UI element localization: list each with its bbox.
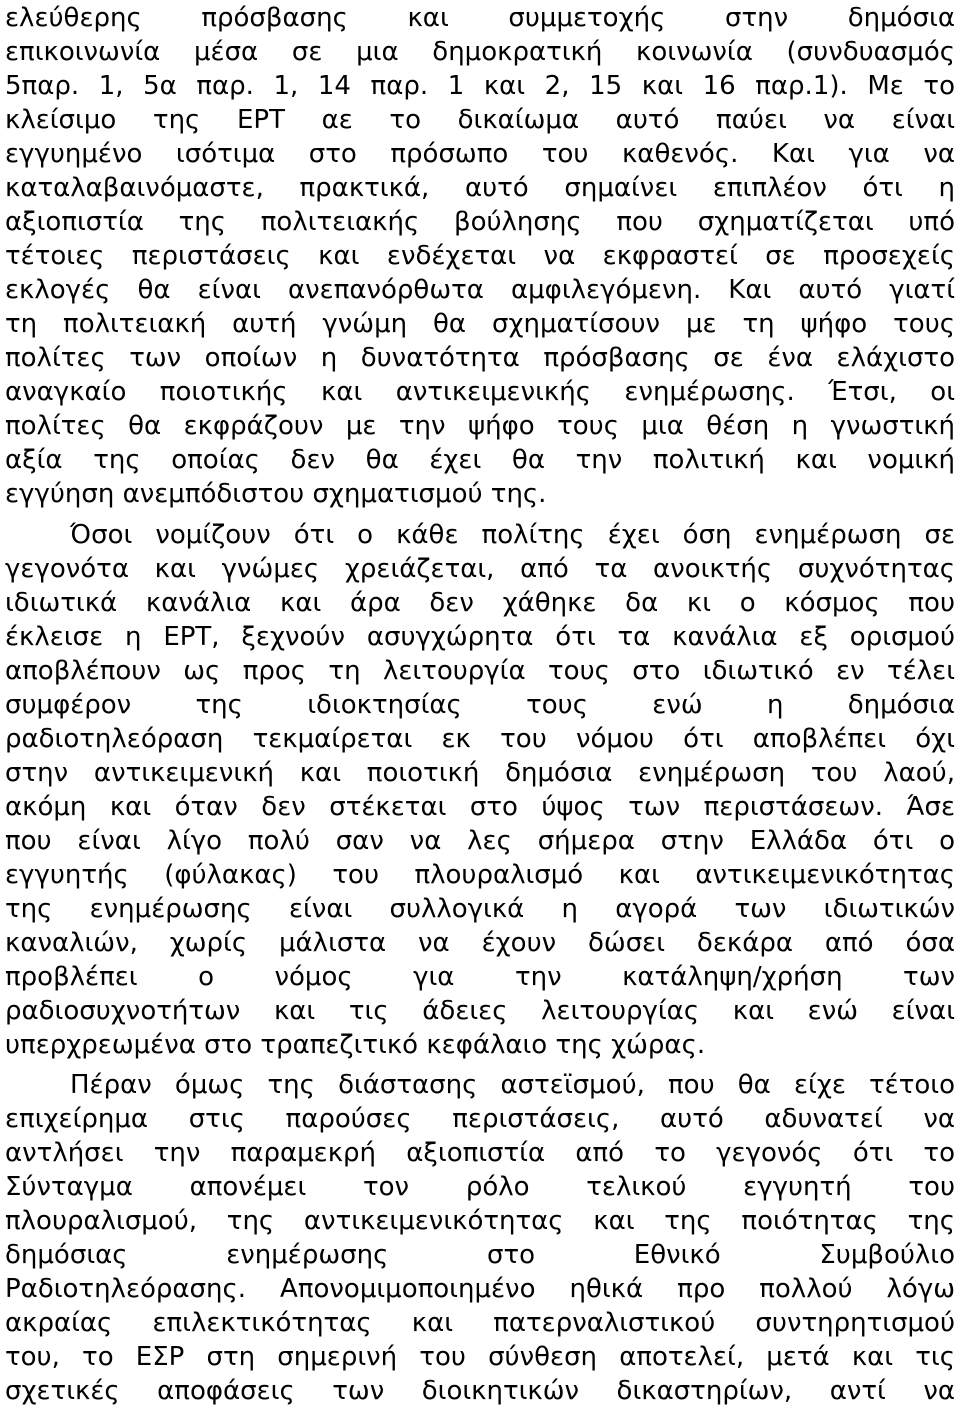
text-line: αναγκαίο ποιοτικής και αντικειμενικής ενημέρωσης. Έτσι, οι — [5, 377, 955, 407]
text-line: εγγυημένο ισότιμα στο πρόσωπο του καθενός. Και για να — [5, 139, 955, 169]
text-line: του, το ΕΣΡ στη σημερινή του σύνθεση αποτελεί, μετά και τις — [5, 1342, 955, 1372]
text-line: αντλήσει την παραμεκρή αξιοπιστία από το γεγονός ότι το — [5, 1138, 955, 1168]
text-line: της ενημέρωσης είναι συλλογικά η αγορά των ιδιωτικών — [5, 894, 955, 924]
text-line: στην αντικειμενική και ποιοτική δημόσια ενημέρωση του λαού, — [5, 758, 955, 788]
text-line: ελεύθερης πρόσβασης και συμμετοχής στην δημόσια — [5, 3, 955, 33]
text-line: εγγύηση ανεμπόδιστου σχηματισμού της. — [5, 479, 547, 509]
text-line: δημόσιας ενημέρωσης στο Εθνικό Συμβούλιο — [5, 1240, 955, 1270]
text-line: γεγονότα και γνώμες χρειάζεται, από τα ανοικτής συχνότητας — [5, 554, 955, 584]
text-line: πλουραλισμού, της αντικειμενικότητας και της ποιότητας της — [5, 1206, 955, 1236]
text-line: αξία της οποίας δεν θα έχει θα την πολιτική και νομική — [5, 445, 955, 475]
text-line: ραδιοσυχνοτήτων και τις άδειες λειτουργίας και ενώ είναι — [5, 996, 955, 1026]
text-line: πολίτες θα εκφράζουν με την ψήφο τους μια θέση η γνωστική — [5, 411, 955, 441]
text-line: που είναι λίγο πολύ σαν να λες σήμερα στην Ελλάδα ότι ο — [5, 826, 955, 856]
text-line: καναλιών, χωρίς μάλιστα να έχουν δώσει δεκάρα από όσα — [5, 928, 955, 958]
text-line: πολίτες των οποίων η δυνατότητα πρόσβασης σε ένα ελάχιστο — [5, 343, 955, 373]
text-line: προβλέπει ο νόμος για την κατάληψη/χρήση των — [5, 962, 955, 992]
text-line: 5παρ. 1, 5α παρ. 1, 14 παρ. 1 και 2, 15 και 16 παρ.1). Με το — [5, 71, 955, 101]
text-line: ραδιοτηλεόραση τεκμαίρεται εκ του νόμου ότι αποβλέπει όχι — [5, 724, 955, 754]
text-line: καταλαβαινόμαστε, πρακτικά, αυτό σημαίνει επιπλέον ότι η — [5, 173, 955, 203]
text-line: υπερχρεωμένα στο τραπεζιτικό κεφάλαιο της χώρας. — [5, 1030, 706, 1060]
text-line: εκλογές θα είναι ανεπανόρθωτα αμφιλεγόμενη. Και αυτό γιατί — [5, 275, 955, 305]
text-line: τέτοιες περιστάσεις και ενδέχεται να εκφραστεί σε προσεχείς — [5, 241, 955, 271]
text-line: εγγυητής (φύλακας) του πλουραλισμό και αντικειμενικότητας — [5, 860, 955, 890]
text-line: επικοινωνία μέσα σε μια δημοκρατική κοινωνία (συνδυασμός — [5, 37, 955, 67]
text-line: επιχείρημα στις παρούσες περιστάσεις, αυτό αδυνατεί να — [5, 1104, 955, 1134]
text-line: ακραίας επιλεκτικότητας και πατερναλιστικού συντηρητισμού — [5, 1308, 955, 1338]
text-line: τη πολιτειακή αυτή γνώμη θα σχηματίσουν με τη ψήφο τους — [5, 309, 955, 339]
text-line: Ραδιοτηλεόρασης. Απονομιμοποιημένο ηθικά προ πολλού λόγω — [5, 1274, 955, 1304]
text-line: κλείσιμο της ΕΡΤ αε το δικαίωμα αυτό παύει να είναι — [5, 105, 955, 135]
text-line: ιδιωτικά κανάλια και άρα δεν χάθηκε δα κι ο κόσμος που — [5, 588, 955, 618]
text-line: αξιοπιστία της πολιτειακής βούλησης που σχηματίζεται υπό — [5, 207, 955, 237]
paragraph-start-line: Όσοι νομίζουν ότι ο κάθε πολίτης έχει όση ενημέρωση σε — [70, 520, 955, 550]
text-line: Σύνταγμα απονέμει τον ρόλο τελικού εγγυητή του — [5, 1172, 955, 1202]
text-line: συμφέρον της ιδιοκτησίας τους ενώ η δημόσια — [5, 690, 955, 720]
paragraph-start-line: Πέραν όμως της διάστασης αστεϊσμού, που θα είχε τέτοιο — [70, 1070, 955, 1100]
text-line: έκλεισε η ΕΡΤ, ξεχνούν ασυγχώρητα ότι τα κανάλια εξ ορισμού — [5, 622, 955, 652]
text-line: ακόμη και όταν δεν στέκεται στο ύψος των περιστάσεων. Άσε — [5, 792, 955, 822]
text-line: αποβλέπουν ως προς τη λειτουργία τους στο ιδιωτικό εν τέλει — [5, 656, 955, 686]
text-line: σχετικές αποφάσεις των διοικητικών δικαστηρίων, αντί να — [5, 1376, 955, 1406]
